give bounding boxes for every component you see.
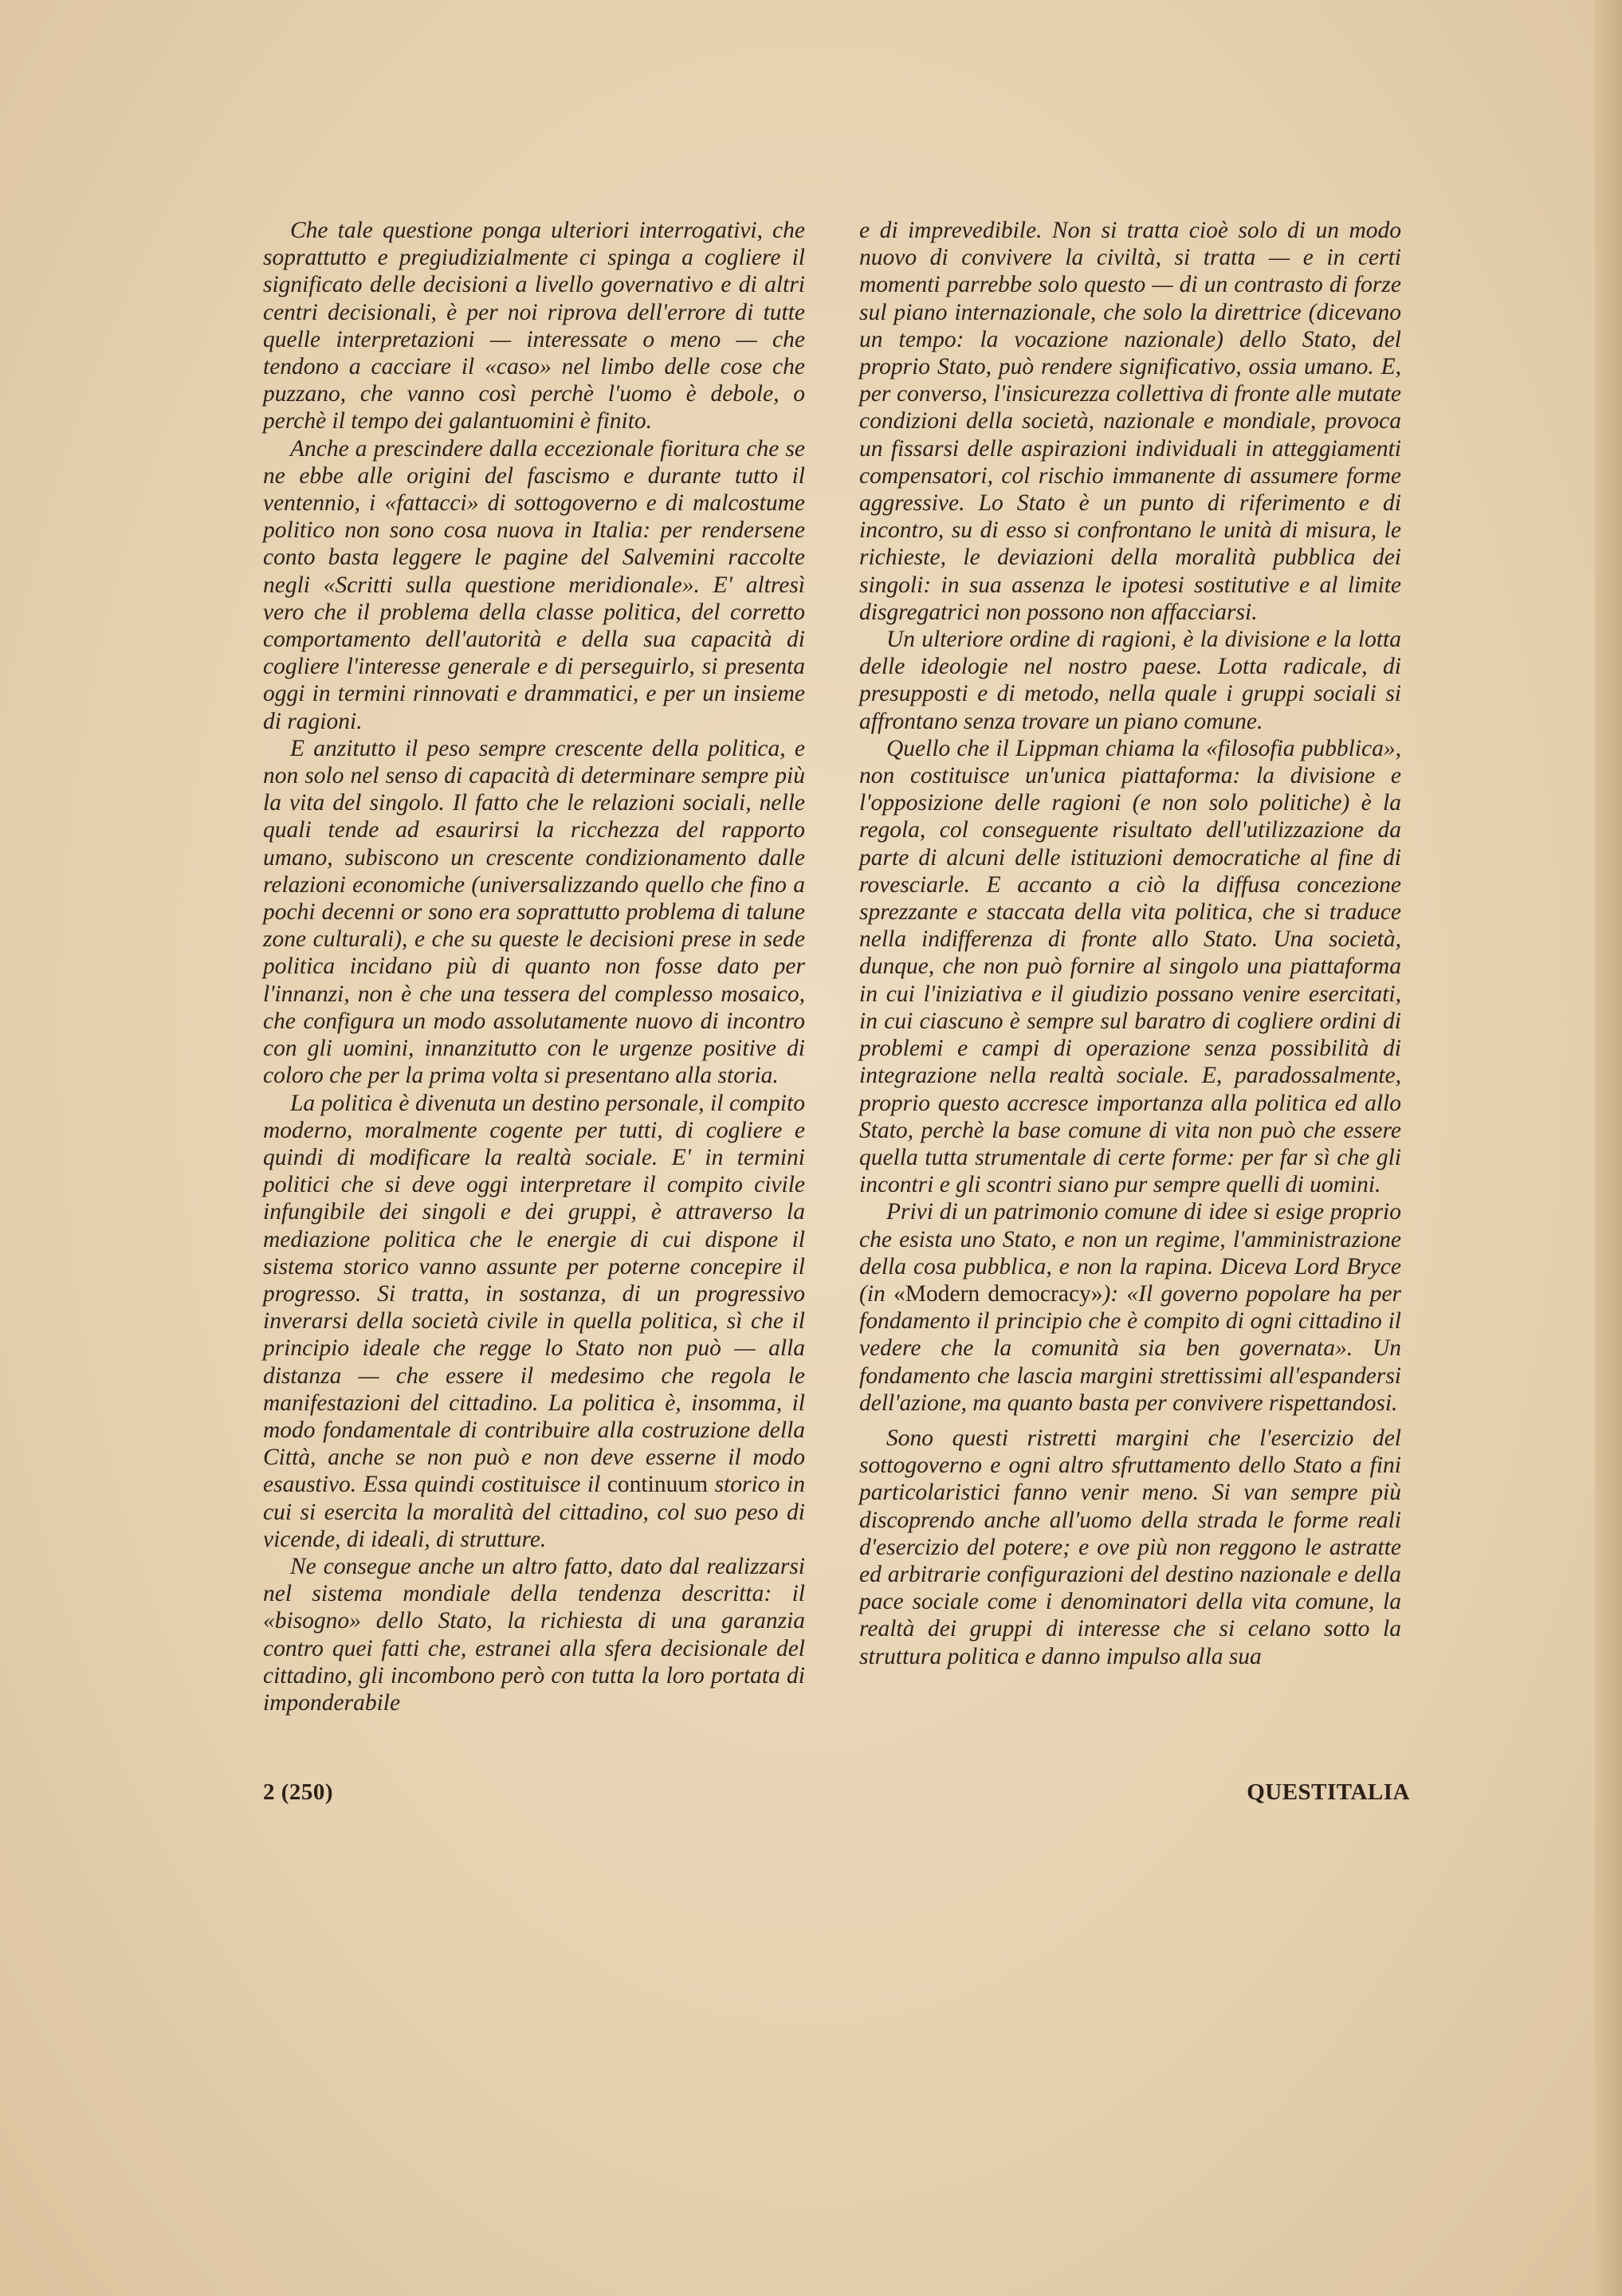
paragraph-text: Privi di un patrimonio comune di idee si esige proprio che esista uno Stato, e non un regime, l'amministrazione della cosa pubblica, e non la rapina. Diceva Lord Bryce (in <box>859 1199 1401 1307</box>
journal-name: QUESTITALIA <box>1247 1779 1410 1805</box>
page-number: 2 (250) <box>263 1779 334 1805</box>
paragraph <box>263 1090 805 1553</box>
paragraph-text: storico in cui si esercita la moralità del cittadino, col suo peso di vicende, di ideali, di strutture. <box>263 1472 805 1552</box>
paragraph-continuation: e di imprevedibile. Non si tratta cioè solo di un modo nuovo di convivere la civiltà, si tratta — e in certi momenti parrebbe solo questo — di un contrasto di forze sul piano internazionale, che solo la direttrice (dicevano un tempo: la vocazione nazionale) dello Stato, del proprio Stato, può rendere significativo, ossia umano. E, per converso, l'insicurezza collettiva di fronte alle mutate condizioni della società, nazionale e mondiale, provoca un fissarsi delle aspirazioni individuali in atteggiamenti compensatori, col rischio immanente di assumere forme aggressive. Lo Stato è un punto di riferimento e di incontro, su di esso si confrontano le unità di misura, le richieste, le deviazioni della moralità pubblica dei singoli: in sua assenza le ipotesi sostitutive e al limite disgregatrici non possono non affacciarsi. <box>859 218 1401 625</box>
paragraph: Sono questi ristretti margini che l'esercizio del sottogoverno e ogni altro sfruttamento dello Stato a fini particolaristici fanno venir meno. Si van sempre più discoprendo anche all'uomo della strada le forme reali d'esercizio del potere; e ove più non reggono le astratte ed arbitrarie configurazioni del destino nazionale e della pace sociale come i denominatori della vita comune, la realtà dei gruppi di interesse che si celano sotto la struttura politica e danno impulso alla sua <box>859 1425 1401 1669</box>
paragraph: Quello che il Lippman chiama la «filosofia pubblica», non costituisce un'unica piattaforma: la divisione e l'opposizione delle ragioni (e non solo politiche) è la regola, col conseguente risultato dell'utilizzazione da parte di alcuni delle istituzioni democratiche al fine di rovesciarle. E accanto a ciò la diffusa concezione sprezzante e staccata della vita politica, che si traduce nella indifferenza di fronte allo Stato. Una società, dunque, che non può fornire al singolo una piattaforma in cui l'iniziativa e il giudizio possano venire esercitati, in cui ciascuno è sempre sul baratro di cogliere ordini di problemi e campi di operazione senza possibilità di integrazione nella realtà sociale. E, paradossalmente, proprio questo accresce importanza alla politica ed allo Stato, perchè la base comune di vita non può che essere quella tutta strumentale di certe forme: per far sì che gli incontri e gli scontri siano pur sempre quelli di uomini. <box>859 735 1401 1198</box>
paragraph: Che tale questione ponga ulteriori interrogativi, che soprattutto e pregiudizialmente ci spinga a cogliere il significato delle decisioni a livello governativo e di altri centri decisionali, è per noi riprova dell'errore di tutte quelle interpretazioni — interessate o meno — che tendono a cacciare il «caso» nel limbo delle cose che puzzano, che vanno così perchè l'uomo è debole, o perchè il tempo dei galantuomini è finito. <box>263 218 805 434</box>
book-title: «Modern democracy» <box>893 1280 1103 1307</box>
paragraph-text: La politica è divenuta un destino personale, il compito moderno, moralmente cogente per tutti, di cogliere e quindi di modificare la realtà sociale. E' in termini politici che si deve oggi interpretare il compito civile infungibile dei singoli e dei gruppi, è attraverso la mediazione politica che le energie di cui dispone il sistema storico vanno assunte per poterne concepire il progresso. Si tratta, in sostanza, di un progressivo inverarsi della società civile in quella politica, sì che il principio ideale che regge lo Stato non può — alla distanza — che essere il medesimo che regola le manifestazioni del cittadino. La politica è, insomma, il modo fondamentale di contribuire alla costruzione della Città, anche se non può e non deve esserne il modo esaustivo. Essa quindi costituisce il <box>263 1090 805 1498</box>
page-edge <box>1595 0 1622 2296</box>
paragraph: Anche a prescindere dalla eccezionale fioritura che se ne ebbe alle origini del fascismo e durante tutto il ventennio, i «fattacci» di sottogoverno e di malcostume politico non sono cosa nuova in Italia: per rendersene conto basta leggere le pagine del Salvemini raccolte negli «Scritti sulla questione meridionale». E' altresì vero che il problema della classe politica, del corretto comportamento dell'autorità e della sua capacità di cogliere l'interesse generale e di perseguirlo, si presenta oggi in termini rinnovati e drammatici, e per un insieme di ragioni. <box>263 435 805 734</box>
paragraph-text: ): «Il governo popolare ha per fondamento il principio che è compito di ogni cittadino il vedere che la comunità sia ben governata». Un fondamento che lascia margini strettissimi all'espandersi dell'azione, ma quanto basta per convivere rispettandosi. <box>859 1280 1402 1416</box>
latin-term: continuum <box>607 1472 709 1498</box>
right-column <box>859 217 1401 1670</box>
paragraph: E anzitutto il peso sempre crescente della politica, e non solo nel senso di capacità di determinare sempre più la vita del singolo. Il fatto che le relazioni sociali, nelle quali tende ad esaurirsi la ricchezza del rapporto umano, subiscono un crescente condizionamento dalle relazioni economiche (universalizzando quello che fino a pochi decenni or sono era soprattutto problema di talune zone culturali), e che su queste le decisioni prese in sede politica incidano più di quanto non fosse dato per l'innanzi, non è che una tessera del complesso mosaico, che configura un modo assolutamente nuovo di incontro con gli uomini, innanzitutto con le urgenze positive di coloro che per la prima volta si presentano alla storia. <box>263 735 805 1089</box>
paragraph: Un ulteriore ordine di ragioni, è la divisione e la lotta delle ideologie nel nostro paese. Lotta radicale, di presupposti e di metodo, nella quale i gruppi sociali si affrontano senza trovare un piano comune. <box>859 627 1401 734</box>
paragraph: Ne consegue anche un altro fatto, dato dal realizzarsi nel sistema mondiale della tendenza descritta: il «bisogno» dello Stato, la richiesta di una garanzia contro quei fatti che, estranei alla sfera decisionale del cittadino, gli incombono però con tutta la loro portata di imponderabile <box>263 1553 805 1716</box>
left-column <box>263 217 805 1716</box>
paragraph <box>859 1198 1401 1417</box>
